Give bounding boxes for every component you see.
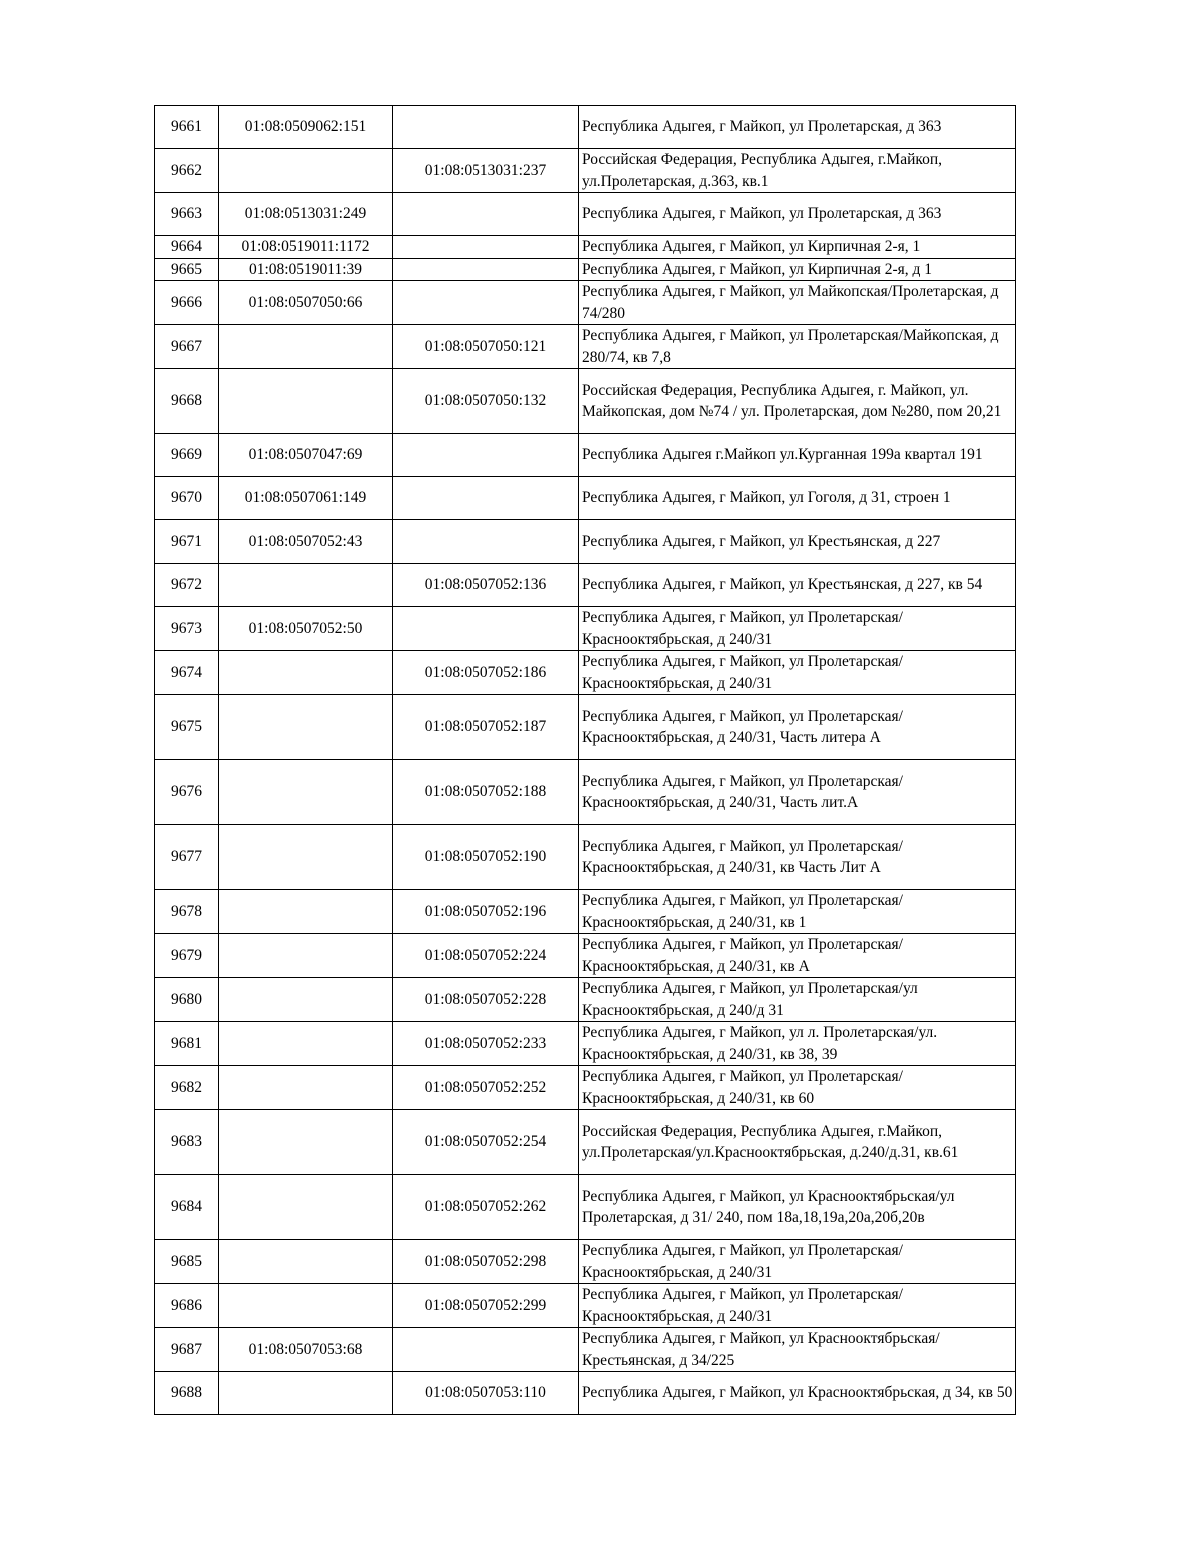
row-number-cell: 9686 <box>155 1284 219 1328</box>
row-number-cell: 9684 <box>155 1175 219 1240</box>
address-cell: Республика Адыгея, г Майкоп, ул Краснооктябрьская/ул Пролетарская, д 31/ 240, пом 18а,18,19а,20а,20б,20в <box>579 1175 1016 1240</box>
object-cadastral-number-cell <box>393 434 579 477</box>
land-cadastral-number-cell <box>219 369 393 434</box>
table-row <box>155 193 1016 236</box>
address-cell: Республика Адыгея, г Майкоп, ул Майкопская/Пролетарская, д 74/280 <box>579 281 1016 325</box>
row-number-cell: 9664 <box>155 236 219 259</box>
row-number-cell: 9676 <box>155 760 219 825</box>
land-cadastral-number-cell <box>219 1175 393 1240</box>
land-cadastral-number-cell <box>219 1066 393 1110</box>
row-number-cell: 9668 <box>155 369 219 434</box>
address-cell: Республика Адыгея, г Майкоп, ул Пролетарская/Краснооктябрьская, д 240/31 <box>579 651 1016 695</box>
address-cell: Республика Адыгея, г Майкоп, ул Пролетарская/ул Краснооктябрьская, д 240/д 31 <box>579 978 1016 1022</box>
object-cadastral-number-cell: 01:08:0507052:186 <box>393 651 579 695</box>
row-number-cell: 9685 <box>155 1240 219 1284</box>
object-cadastral-number-cell <box>393 520 579 564</box>
address-cell: Российская Федерация, Республика Адыгея, г.Майкоп, ул.Пролетарская/ул.Краснооктябрьская, д.240/д.31, кв.61 <box>579 1110 1016 1175</box>
land-cadastral-number-cell: 01:08:0519011:39 <box>219 258 393 281</box>
table-row <box>155 149 1016 193</box>
table-row <box>155 1022 1016 1066</box>
land-cadastral-number-cell: 01:08:0513031:249 <box>219 193 393 236</box>
object-cadastral-number-cell: 01:08:0507052:252 <box>393 1066 579 1110</box>
address-cell: Республика Адыгея, г Майкоп, ул Краснооктябрьская/Крестьянская, д 34/225 <box>579 1328 1016 1372</box>
object-cadastral-number-cell: 01:08:0507052:298 <box>393 1240 579 1284</box>
object-cadastral-number-cell: 01:08:0507052:254 <box>393 1110 579 1175</box>
row-number-cell: 9680 <box>155 978 219 1022</box>
row-number-cell: 9670 <box>155 477 219 520</box>
address-cell: Республика Адыгея, г Майкоп, ул Крестьянская, д 227 <box>579 520 1016 564</box>
land-cadastral-number-cell <box>219 651 393 695</box>
object-cadastral-number-cell: 01:08:0507052:188 <box>393 760 579 825</box>
object-cadastral-number-cell: 01:08:0507052:262 <box>393 1175 579 1240</box>
land-cadastral-number-cell <box>219 564 393 607</box>
row-number-cell: 9669 <box>155 434 219 477</box>
land-cadastral-number-cell: 01:08:0519011:1172 <box>219 236 393 259</box>
table-row <box>155 825 1016 890</box>
land-cadastral-number-cell <box>219 934 393 978</box>
table-row <box>155 1175 1016 1240</box>
table-row <box>155 325 1016 369</box>
row-number-cell: 9674 <box>155 651 219 695</box>
address-cell: Республика Адыгея, г Майкоп, ул л. Пролетарская/ул. Краснооктябрьская, д 240/31, кв 38, 39 <box>579 1022 1016 1066</box>
table-row <box>155 1110 1016 1175</box>
row-number-cell: 9677 <box>155 825 219 890</box>
row-number-cell: 9665 <box>155 258 219 281</box>
land-cadastral-number-cell: 01:08:0507061:149 <box>219 477 393 520</box>
land-cadastral-number-cell <box>219 890 393 934</box>
table-row <box>155 434 1016 477</box>
land-cadastral-number-cell <box>219 149 393 193</box>
land-cadastral-number-cell <box>219 1110 393 1175</box>
table-row <box>155 1284 1016 1328</box>
object-cadastral-number-cell <box>393 477 579 520</box>
land-cadastral-number-cell: 01:08:0507047:69 <box>219 434 393 477</box>
table-row <box>155 934 1016 978</box>
address-cell: Республика Адыгея, г Майкоп, ул Краснооктябрьская, д 34, кв 50 <box>579 1372 1016 1415</box>
address-cell: Российская Федерация, Республика Адыгея, г. Майкоп, ул. Майкопская, дом №74 / ул. Пролетарская, дом №280, пом 20,21 <box>579 369 1016 434</box>
table-row <box>155 978 1016 1022</box>
address-cell: Республика Адыгея, г Майкоп, ул Пролетарская, д 363 <box>579 106 1016 149</box>
row-number-cell: 9662 <box>155 149 219 193</box>
property-register-table <box>154 105 1016 1415</box>
row-number-cell: 9688 <box>155 1372 219 1415</box>
table-body <box>155 106 1016 1415</box>
row-number-cell: 9663 <box>155 193 219 236</box>
object-cadastral-number-cell: 01:08:0507052:224 <box>393 934 579 978</box>
address-cell: Республика Адыгея, г Майкоп, ул Пролетарская/Краснооктябрьская, д 240/31 <box>579 1240 1016 1284</box>
table-row <box>155 607 1016 651</box>
address-cell: Республика Адыгея, г Майкоп, ул Пролетарская/Краснооктябрьская, д 240/31, кв 60 <box>579 1066 1016 1110</box>
address-cell: Республика Адыгея, г Майкоп, ул Пролетарская/Краснооктябрьская, д 240/31, кв А <box>579 934 1016 978</box>
address-cell: Республика Адыгея, г Майкоп, ул Пролетарская/Краснооктябрьская, д 240/31, Часть литера А <box>579 695 1016 760</box>
object-cadastral-number-cell <box>393 258 579 281</box>
table-row <box>155 760 1016 825</box>
land-cadastral-number-cell <box>219 760 393 825</box>
object-cadastral-number-cell: 01:08:0507052:228 <box>393 978 579 1022</box>
address-cell: Республика Адыгея, г Майкоп, ул Пролетарская/Краснооктябрьская, д 240/31, Часть лит.А <box>579 760 1016 825</box>
table-row <box>155 520 1016 564</box>
table-row <box>155 369 1016 434</box>
table-row <box>155 890 1016 934</box>
address-cell: Республика Адыгея, г Майкоп, ул Кирпичная 2-я, 1 <box>579 236 1016 259</box>
object-cadastral-number-cell <box>393 1328 579 1372</box>
object-cadastral-number-cell <box>393 281 579 325</box>
table-row <box>155 106 1016 149</box>
land-cadastral-number-cell: 01:08:0509062:151 <box>219 106 393 149</box>
address-cell: Российская Федерация, Республика Адыгея, г.Майкоп, ул.Пролетарская, д.363, кв.1 <box>579 149 1016 193</box>
table-row <box>155 1240 1016 1284</box>
address-cell: Республика Адыгея, г Майкоп, ул Пролетарская/Краснооктябрьская, д 240/31 <box>579 1284 1016 1328</box>
row-number-cell: 9682 <box>155 1066 219 1110</box>
table-row <box>155 1066 1016 1110</box>
row-number-cell: 9687 <box>155 1328 219 1372</box>
row-number-cell: 9679 <box>155 934 219 978</box>
object-cadastral-number-cell: 01:08:0507053:110 <box>393 1372 579 1415</box>
object-cadastral-number-cell <box>393 106 579 149</box>
table-row <box>155 564 1016 607</box>
land-cadastral-number-cell: 01:08:0507053:68 <box>219 1328 393 1372</box>
table-row <box>155 477 1016 520</box>
land-cadastral-number-cell <box>219 1284 393 1328</box>
object-cadastral-number-cell: 01:08:0507052:299 <box>393 1284 579 1328</box>
address-cell: Республика Адыгея, г Майкоп, ул Пролетарская/Краснооктябрьская, д 240/31, кв 1 <box>579 890 1016 934</box>
object-cadastral-number-cell: 01:08:0507050:121 <box>393 325 579 369</box>
object-cadastral-number-cell: 01:08:0507052:187 <box>393 695 579 760</box>
row-number-cell: 9673 <box>155 607 219 651</box>
table-row <box>155 236 1016 259</box>
row-number-cell: 9667 <box>155 325 219 369</box>
address-cell: Республика Адыгея, г Майкоп, ул Кирпичная 2-я, д 1 <box>579 258 1016 281</box>
table-row <box>155 258 1016 281</box>
object-cadastral-number-cell: 01:08:0507050:132 <box>393 369 579 434</box>
address-cell: Республика Адыгея г.Майкоп ул.Курганная 199а квартал 191 <box>579 434 1016 477</box>
land-cadastral-number-cell: 01:08:0507050:66 <box>219 281 393 325</box>
row-number-cell: 9678 <box>155 890 219 934</box>
object-cadastral-number-cell <box>393 236 579 259</box>
address-cell: Республика Адыгея, г Майкоп, ул Пролетарская/Майкопская, д 280/74, кв 7,8 <box>579 325 1016 369</box>
table-row <box>155 695 1016 760</box>
object-cadastral-number-cell <box>393 607 579 651</box>
address-cell: Республика Адыгея, г Майкоп, ул Пролетарская, д 363 <box>579 193 1016 236</box>
row-number-cell: 9675 <box>155 695 219 760</box>
land-cadastral-number-cell <box>219 825 393 890</box>
land-cadastral-number-cell <box>219 1240 393 1284</box>
land-cadastral-number-cell <box>219 1022 393 1066</box>
land-cadastral-number-cell <box>219 325 393 369</box>
table-row <box>155 651 1016 695</box>
object-cadastral-number-cell: 01:08:0513031:237 <box>393 149 579 193</box>
address-cell: Республика Адыгея, г Майкоп, ул Гоголя, д 31, строен 1 <box>579 477 1016 520</box>
land-cadastral-number-cell <box>219 978 393 1022</box>
table-row <box>155 1328 1016 1372</box>
land-cadastral-number-cell <box>219 1372 393 1415</box>
row-number-cell: 9666 <box>155 281 219 325</box>
table-row <box>155 1372 1016 1415</box>
land-cadastral-number-cell: 01:08:0507052:43 <box>219 520 393 564</box>
table-row <box>155 281 1016 325</box>
land-cadastral-number-cell: 01:08:0507052:50 <box>219 607 393 651</box>
land-cadastral-number-cell <box>219 695 393 760</box>
object-cadastral-number-cell <box>393 193 579 236</box>
object-cadastral-number-cell: 01:08:0507052:190 <box>393 825 579 890</box>
row-number-cell: 9671 <box>155 520 219 564</box>
object-cadastral-number-cell: 01:08:0507052:196 <box>393 890 579 934</box>
address-cell: Республика Адыгея, г Майкоп, ул Пролетарская/Краснооктябрьская, д 240/31, кв Часть Лит А <box>579 825 1016 890</box>
row-number-cell: 9683 <box>155 1110 219 1175</box>
object-cadastral-number-cell: 01:08:0507052:233 <box>393 1022 579 1066</box>
object-cadastral-number-cell: 01:08:0507052:136 <box>393 564 579 607</box>
address-cell: Республика Адыгея, г Майкоп, ул Пролетарская/Краснооктябрьская, д 240/31 <box>579 607 1016 651</box>
row-number-cell: 9661 <box>155 106 219 149</box>
row-number-cell: 9681 <box>155 1022 219 1066</box>
row-number-cell: 9672 <box>155 564 219 607</box>
address-cell: Республика Адыгея, г Майкоп, ул Крестьянская, д 227, кв 54 <box>579 564 1016 607</box>
